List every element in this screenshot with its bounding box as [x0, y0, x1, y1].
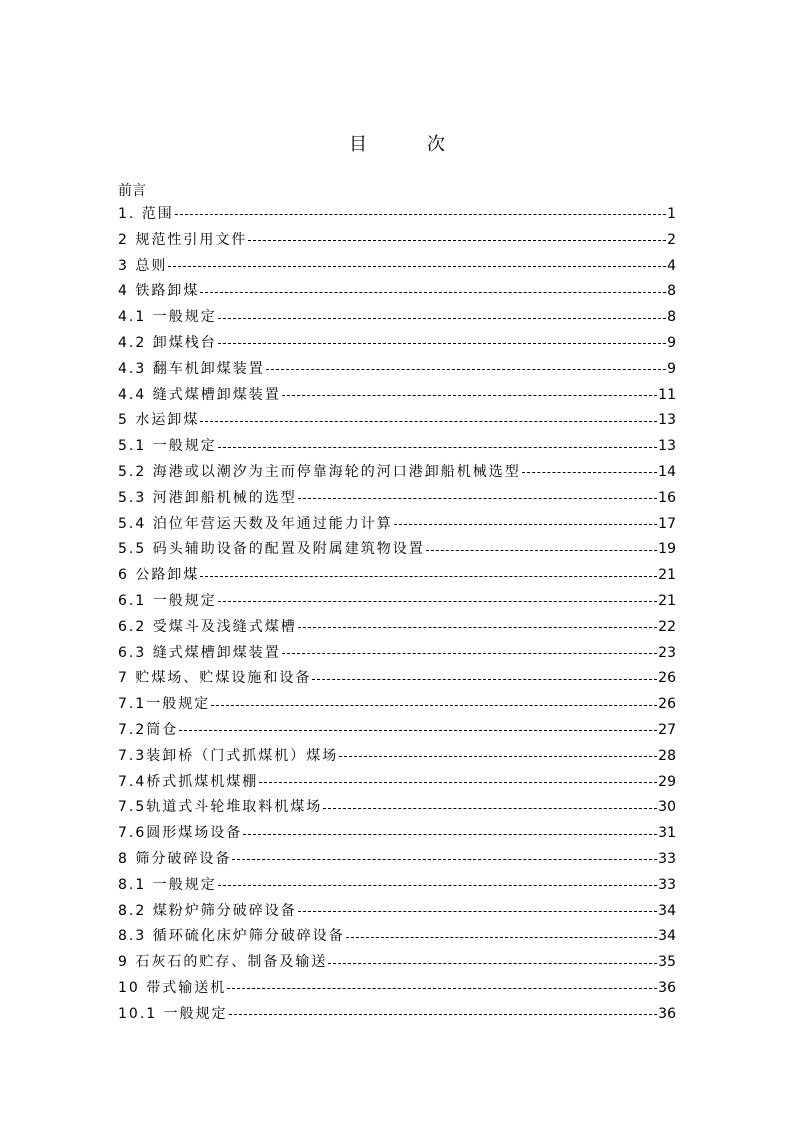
toc-entry-page: 11: [658, 386, 676, 403]
toc-entry-page: 9: [667, 360, 676, 377]
toc-entry-label: 1. 范围: [118, 206, 174, 222]
toc-entry[interactable]: [118, 950, 676, 976]
toc-leader: [298, 899, 657, 912]
toc-leader: [218, 331, 666, 344]
toc-entry-label: 10.1 一般规定: [118, 1005, 228, 1022]
toc-leader: [179, 718, 657, 731]
toc-entry-label: 4 铁路卸煤: [118, 283, 200, 300]
toc-entry-page: 9: [667, 334, 676, 351]
toc-entry[interactable]: [118, 563, 676, 589]
toc-entry-page: 19: [658, 541, 676, 558]
toc-entry-label: 6.2 受煤斗及浅缝式煤槽: [118, 618, 297, 635]
toc-entry-label: 3 总则: [118, 257, 168, 274]
toc-entry-page: 36: [658, 979, 676, 996]
toc-entry-label: 10 带式输送机: [118, 979, 227, 996]
toc-entry-page: 8: [667, 283, 676, 300]
toc-entry-page: 34: [658, 902, 676, 919]
toc-leader: [282, 383, 657, 396]
toc-entry[interactable]: [118, 537, 676, 563]
toc-entry-label: 2 规范性引用文件: [118, 231, 248, 248]
toc-leader: [298, 486, 657, 499]
toc-leader: [218, 435, 657, 448]
toc-entry-label: 7.4桥式抓煤机煤棚: [118, 773, 259, 790]
toc-entry-page: 13: [658, 438, 676, 455]
toc-entry-label: 7.3装卸桥（门式抓煤机）煤场: [118, 747, 339, 764]
toc-entry-page: 29: [658, 773, 676, 790]
toc-entry[interactable]: [118, 692, 676, 718]
toc-entry-label: 5.2 海港或以潮汐为主而停靠海轮的河口港卸船机械选型: [118, 463, 521, 480]
toc-entry[interactable]: [118, 615, 676, 641]
toc-entry[interactable]: [118, 770, 676, 796]
toc-entry-label: 5.5 码头辅助设备的配置及附属建筑物设置: [118, 541, 425, 558]
toc-leader: [229, 1002, 658, 1015]
toc-entry-label: 7.5轨道式斗轮堆取料机煤场: [118, 799, 323, 816]
toc-entry[interactable]: [118, 434, 676, 460]
toc-entry[interactable]: [118, 486, 676, 512]
toc-leader: [394, 512, 657, 525]
toc-entry[interactable]: [118, 873, 676, 899]
toc-entry-page: 17: [658, 515, 676, 532]
toc-entry-page: 31: [658, 825, 676, 842]
toc-leader: [522, 460, 657, 473]
toc-entry-label: 8.3 循环硫化床炉筛分破碎设备: [118, 928, 345, 945]
toc-entry-page: 33: [658, 876, 676, 893]
toc-entry-page: 2: [667, 231, 676, 248]
toc-entry[interactable]: [118, 254, 676, 280]
toc-leader: [312, 667, 657, 680]
toc-entry[interactable]: [118, 279, 676, 305]
toc-leader: [323, 796, 657, 809]
toc-preface[interactable]: 前言: [118, 183, 146, 199]
toc-leader: [339, 744, 657, 757]
toc-entry-page: 21: [658, 592, 676, 609]
toc-entry-page: 26: [658, 670, 676, 687]
toc-leader: [426, 538, 657, 551]
toc-entry[interactable]: [118, 512, 676, 538]
toc-entry-page: 28: [658, 747, 676, 764]
toc-entry[interactable]: [118, 305, 676, 331]
toc-leader: [298, 615, 657, 628]
toc-entry-label: 7.2筒仓: [118, 721, 179, 738]
toc-leader: [243, 822, 657, 835]
toc-entry-label: 6.3 缝式煤槽卸煤装置: [118, 644, 281, 661]
toc-entry-page: 14: [658, 463, 676, 480]
toc-entry[interactable]: [118, 228, 676, 254]
toc-entry[interactable]: [118, 357, 676, 383]
toc-entry-page: 36: [658, 1005, 676, 1022]
toc-entry-label: 6.1 一般规定: [118, 592, 217, 609]
toc-entry-label: 5 水运卸煤: [118, 412, 200, 429]
toc-entry-page: 16: [658, 489, 676, 506]
toc-entry-label: 4.1 一般规定: [118, 309, 217, 326]
page-title: [0, 130, 794, 156]
toc-leader: [218, 873, 657, 886]
toc-leader: [232, 847, 657, 860]
toc-entry[interactable]: [118, 202, 676, 228]
toc-entry-label: 5.3 河港卸船机械的选型: [118, 489, 297, 506]
toc-entry-page: 1: [667, 206, 676, 222]
toc-entry[interactable]: [118, 821, 676, 847]
toc-leader: [168, 254, 666, 267]
toc-leader: [282, 641, 657, 654]
toc-leader: [200, 564, 657, 577]
toc-leader: [175, 202, 666, 215]
toc-entry[interactable]: [118, 1002, 676, 1028]
toc-entry[interactable]: [118, 383, 676, 409]
toc-entry-label: 8 筛分破碎设备: [118, 850, 232, 867]
title-char-left: 目: [349, 134, 367, 155]
toc-entry-label: 7.1一般规定: [118, 696, 211, 713]
toc-entry-label: 6 公路卸煤: [118, 567, 200, 584]
toc-entry[interactable]: [118, 976, 676, 1002]
toc-entry-page: 26: [658, 696, 676, 713]
toc-entry[interactable]: [118, 924, 676, 950]
toc-leader: [227, 976, 657, 989]
toc-entry[interactable]: [118, 589, 676, 615]
toc-entry[interactable]: [118, 408, 676, 434]
toc-entry[interactable]: [118, 744, 676, 770]
toc-entry-label: 4.3 翻车机卸煤装置: [118, 360, 265, 377]
toc-entries: [118, 202, 676, 1028]
toc-leader: [346, 925, 657, 938]
toc-entry-label: 4.4 缝式煤槽卸煤装置: [118, 386, 281, 403]
toc-entry-page: 21: [658, 567, 676, 584]
toc-entry[interactable]: [118, 666, 676, 692]
toc-leader: [266, 357, 666, 370]
toc-entry[interactable]: [118, 331, 676, 357]
toc-entry-page: 8: [667, 309, 676, 326]
toc-entry-page: 33: [658, 850, 676, 867]
toc-entry-label: 5.1 一般规定: [118, 438, 217, 455]
toc-entry-label: 7 贮煤场、贮煤设施和设备: [118, 670, 312, 687]
toc-entry-page: 27: [658, 721, 676, 738]
toc-leader: [211, 693, 657, 706]
toc-entry-label: 5.4 泊位年营运天数及年通过能力计算: [118, 515, 393, 532]
toc-entry-page: 22: [658, 618, 676, 635]
toc-entry[interactable]: [118, 718, 676, 744]
toc-entry-label: 9 石灰石的贮存、制备及输送: [118, 954, 328, 971]
toc-entry-page: 13: [658, 412, 676, 429]
toc-entry-label: 8.1 一般规定: [118, 876, 217, 893]
toc-entry-label: 8.2 煤粉炉筛分破碎设备: [118, 902, 297, 919]
toc-entry-page: 35: [658, 954, 676, 971]
toc-leader: [218, 306, 666, 319]
toc-entry-page: 34: [658, 928, 676, 945]
toc-leader: [200, 280, 666, 293]
title-char-right: 次: [427, 134, 445, 155]
toc-entry-label: 4.2 卸煤栈台: [118, 334, 217, 351]
toc-leader: [328, 951, 657, 964]
toc-entry[interactable]: [118, 847, 676, 873]
toc-entry[interactable]: [118, 899, 676, 925]
toc-leader: [259, 770, 657, 783]
toc-leader: [248, 228, 666, 241]
toc-entry-page: 30: [658, 799, 676, 816]
toc-entry-page: 23: [658, 644, 676, 661]
toc-leader: [218, 589, 657, 602]
toc-entry[interactable]: [118, 641, 676, 667]
toc-entry[interactable]: [118, 795, 676, 821]
toc-entry-label: 7.6圆形煤场设备: [118, 825, 243, 842]
toc-entry-page: 4: [667, 257, 676, 274]
toc-entry[interactable]: [118, 460, 676, 486]
toc-leader: [200, 409, 657, 422]
table-of-contents: [118, 180, 676, 1028]
